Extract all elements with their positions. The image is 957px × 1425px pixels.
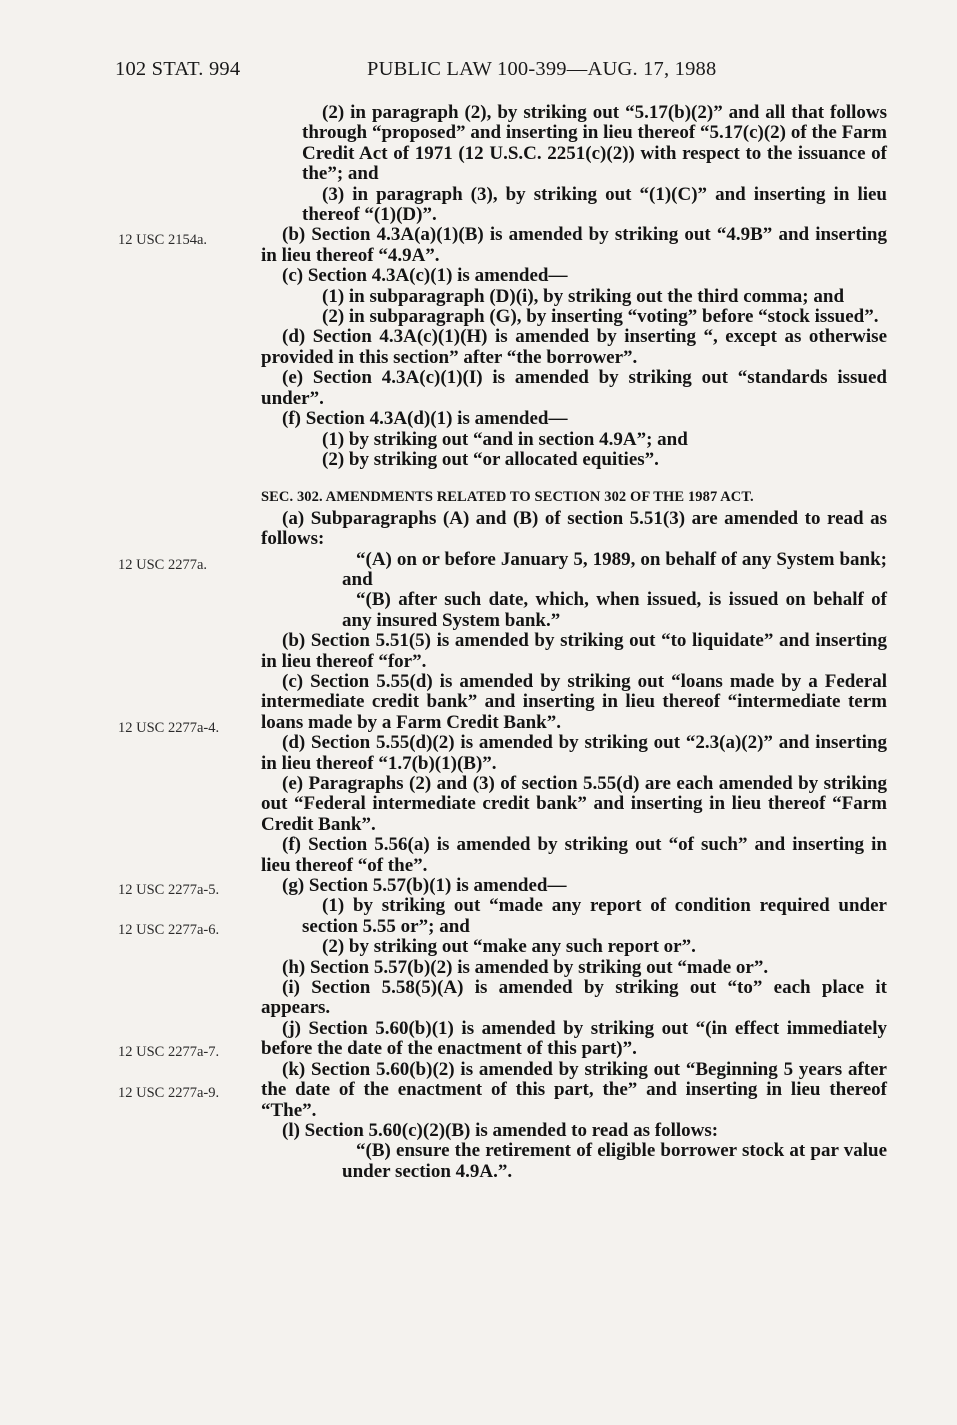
section-heading: SEC. 302. AMENDMENTS RELATED TO SECTION 302 OF THE 1987 ACT. xyxy=(261,489,754,506)
text-paragraph: (b) Section 4.3A(a)(1)(B) is amended by striking out “4.9B” and inserting in lieu thereof “4.9A”. xyxy=(261,224,887,266)
margin-notes xyxy=(0,0,255,1425)
text-paragraph: (1) by striking out “and in section 4.9A”; and xyxy=(322,428,688,450)
text-paragraph: (h) Section 5.57(b)(2) is amended by striking out “made or”. xyxy=(282,956,769,978)
text-paragraph: (g) Section 5.57(b)(1) is amended— xyxy=(282,875,567,897)
text-paragraph: (f) Section 4.3A(d)(1) is amended— xyxy=(282,408,568,430)
margin-note: 12 USC 2277a-5. xyxy=(118,882,220,898)
margin-note: 12 USC 2277a-7. xyxy=(118,1044,220,1060)
text-paragraph: (e) Section 4.3A(c)(1)(I) is amended by striking out “standards issued under”. xyxy=(261,367,887,409)
text-paragraph: (k) Section 5.60(b)(2) is amended by striking out “Beginning 5 years after the date of the enactment of this part, the” and inserting in lieu thereof “The”. xyxy=(261,1058,887,1121)
text-paragraph: (d) Section 5.55(d)(2) is amended by striking out “2.3(a)(2)” and inserting in lieu thereof “1.7(b)(1)(B)”. xyxy=(261,732,887,774)
margin-note: 12 USC 2277a-4. xyxy=(118,720,220,736)
text-paragraph: (b) Section 5.51(5) is amended by striking out “to liquidate” and inserting in lieu thereof “for”. xyxy=(261,630,887,672)
text-paragraph: (e) Paragraphs (2) and (3) of section 5.55(d) are each amended by striking out “Federal intermediate credit bank” and inserting in lieu thereof “Farm Credit Bank”. xyxy=(261,773,887,835)
text-paragraph: (2) in paragraph (2), by striking out “5.17(b)(2)” and all that follows through “proposed” and inserting in lieu thereof “5.17(c)(2) of the Farm Credit Act of 1971 (12 U.S.C. 2251(c)(2)) with respect to the issuance of the”; and xyxy=(302,102,887,185)
text-paragraph: “(B) ensure the retirement of eligible borrower stock at par value under section 4.9A.”. xyxy=(342,1140,887,1182)
text-paragraph: (2) by striking out “make any such report or”. xyxy=(322,936,696,958)
text-paragraph: (1) by striking out “made any report of condition required under section 5.55 or”; and xyxy=(302,895,887,937)
text-paragraph: (2) in subparagraph (G), by inserting “voting” before “stock issued”. xyxy=(322,306,879,328)
text-paragraph: “(A) on or before January 5, 1989, on behalf of any System bank; and xyxy=(342,548,887,590)
text-paragraph: (1) in subparagraph (D)(i), by striking out the third comma; and xyxy=(322,285,845,307)
text-paragraph: (f) Section 5.56(a) is amended by striking out “of such” and inserting in lieu thereof “of the”. xyxy=(261,834,887,876)
stat-page-number: 102 STAT. 994 xyxy=(115,58,241,80)
margin-note: 12 USC 2277a. xyxy=(118,557,208,573)
text-paragraph: (i) Section 5.58(5)(A) is amended by striking out “to” each place it appears. xyxy=(261,977,887,1019)
law-title: PUBLIC LAW 100-399—AUG. 17, 1988 xyxy=(367,58,717,80)
text-paragraph: (2) by striking out “or allocated equities”. xyxy=(322,448,659,470)
text-paragraph: (3) in paragraph (3), by striking out “(1)(C)” and inserting in lieu thereof “(1)(D)”. xyxy=(302,183,887,226)
text-paragraph: (a) Subparagraphs (A) and (B) of section 5.51(3) are amended to read as follows: xyxy=(261,507,887,550)
margin-note: 12 USC 2277a-6. xyxy=(118,922,220,938)
law-text xyxy=(261,103,887,1182)
text-paragraph: (j) Section 5.60(b)(1) is amended by striking out “(in effect immediately before the date of the enactment of this part)”. xyxy=(261,1017,887,1060)
text-paragraph: (c) Section 4.3A(c)(1) is amended— xyxy=(282,265,568,287)
text-paragraph: (l) Section 5.60(c)(2)(B) is amended to read as follows: xyxy=(282,1119,719,1141)
margin-note: 12 USC 2154a. xyxy=(118,232,208,248)
text-paragraph: (c) Section 5.55(d) is amended by striking out “loans made by a Federal intermediate credit bank” and inserting in lieu thereof “intermediate term loans made by a Farm Credit Bank”. xyxy=(261,670,887,733)
margin-note: 12 USC 2277a-9. xyxy=(118,1085,220,1101)
text-paragraph: (d) Section 4.3A(c)(1)(H) is amended by inserting “, except as otherwise provided in this section” after “the borrower”. xyxy=(261,326,887,368)
text-paragraph: “(B) after such date, which, when issued, is issued on behalf of any insured System bank.” xyxy=(342,589,887,631)
